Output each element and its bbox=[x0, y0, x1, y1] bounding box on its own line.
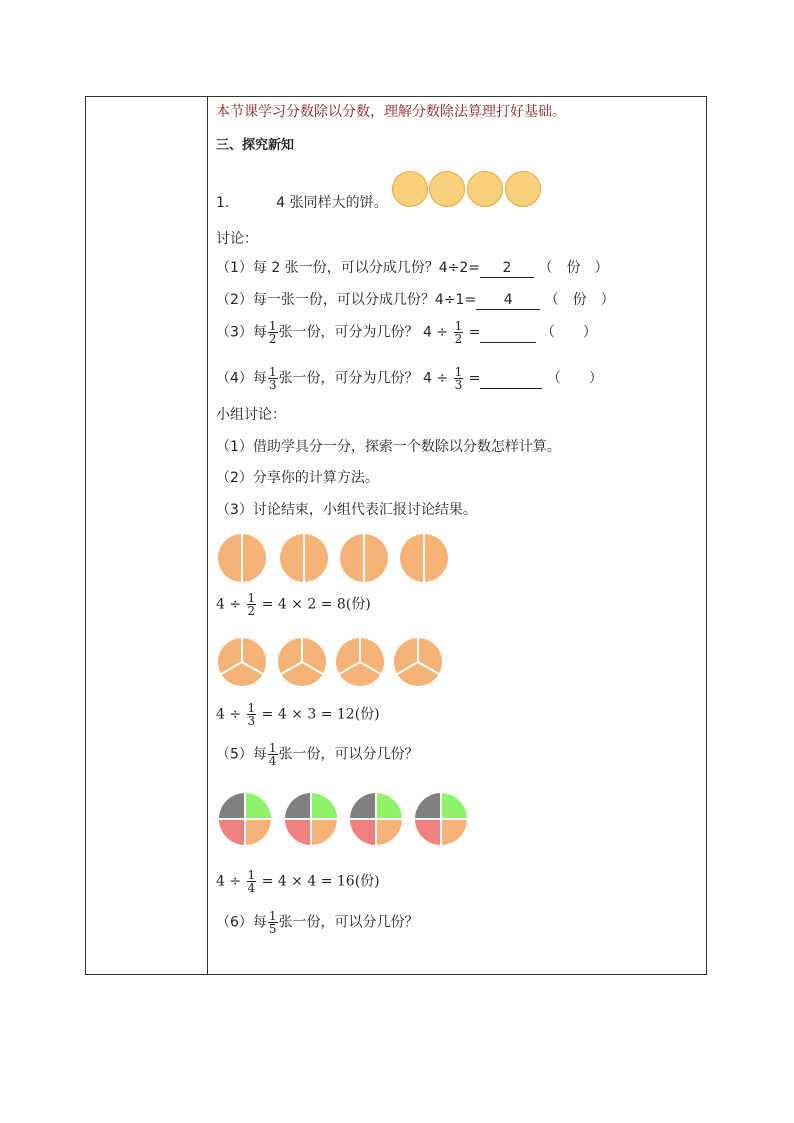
problem1 bbox=[216, 194, 388, 212]
question-1 bbox=[216, 259, 608, 278]
half-pie-3 bbox=[340, 534, 388, 582]
question-4-text: 张一份，可分为几份？ 4 ÷ bbox=[278, 370, 449, 387]
cookie-2 bbox=[429, 171, 465, 207]
quarters-row bbox=[216, 790, 476, 848]
question-3-lead: （3）每 bbox=[216, 324, 267, 341]
group-label: 小组讨论： bbox=[216, 407, 286, 423]
question-2 bbox=[216, 291, 615, 310]
half-pie-2 bbox=[280, 534, 328, 582]
question-6: （6）每 $\frac{1}{5}$ 张一份，可以分几份？ bbox=[216, 909, 419, 936]
group-item-2: （2）分享你的计算方法。 bbox=[216, 470, 379, 486]
problem1-number: 1. bbox=[216, 195, 230, 211]
third-pie-1 bbox=[218, 638, 266, 686]
question-3-fraction: $\frac{1}{2}$ bbox=[268, 319, 277, 346]
discussion-label: 讨论： bbox=[216, 231, 258, 247]
section-heading: 三、探究新知 bbox=[216, 138, 295, 153]
group-item-1: （1）借助学具分一分，探索一个数除以分数怎样计算。 bbox=[216, 439, 561, 455]
question-4-equals: = bbox=[468, 370, 481, 387]
cookie-4 bbox=[505, 171, 541, 207]
question-3-blank bbox=[480, 324, 536, 343]
question-3-divisor: $\frac{1}{2}$ bbox=[454, 319, 463, 346]
question-2-unit: （ 份 ） bbox=[544, 292, 615, 308]
question-4-divisor: $\frac{1}{3}$ bbox=[454, 365, 463, 392]
thirds-row bbox=[216, 636, 456, 688]
half-pie-4 bbox=[400, 534, 448, 582]
cookie-1 bbox=[392, 171, 428, 207]
question-3 bbox=[216, 320, 597, 345]
quarter-pie-1 bbox=[219, 793, 271, 845]
problem1-text: 4 张同样大的饼。 bbox=[276, 195, 388, 211]
quarter-pie-2 bbox=[285, 793, 337, 845]
question-5: （5）每 $\frac{1}{4}$ 张一份，可以分几份？ bbox=[216, 741, 419, 768]
equation-half: 4 ÷ $\frac{1}{2}$ = 4 × 2 = 8(份) bbox=[216, 591, 371, 618]
question-1-answer: 2 bbox=[480, 259, 534, 278]
third-pie-3 bbox=[336, 638, 384, 686]
third-pie-4 bbox=[394, 638, 442, 686]
equation-quarter: 4 ÷ $\frac{1}{4}$ = 4 × 4 = 16(份) bbox=[216, 868, 380, 895]
question-2-answer: 4 bbox=[476, 291, 540, 310]
group-item-3: （3）讨论结束，小组代表汇报讨论结果。 bbox=[216, 502, 477, 518]
question-4-paren: （ ） bbox=[546, 370, 603, 387]
question-4-lead: （4）每 bbox=[216, 370, 267, 387]
question-3-paren: （ ） bbox=[540, 324, 597, 341]
half-pie-1 bbox=[218, 534, 266, 582]
question-3-equals: = bbox=[468, 324, 481, 341]
column-divider bbox=[207, 96, 208, 975]
intro-line: 本节课学习分数除以分数，理解分数除法算理打好基础。 bbox=[216, 104, 566, 120]
question-4 bbox=[216, 366, 603, 391]
question-1-text: （1）每 2 张一份，可以分成几份？4÷2= bbox=[216, 260, 480, 276]
cookie-3 bbox=[467, 171, 503, 207]
question-1-unit: （ 份 ） bbox=[538, 260, 609, 276]
halves-row bbox=[216, 532, 456, 584]
question-4-blank bbox=[480, 370, 542, 389]
question-4-fraction: $\frac{1}{3}$ bbox=[268, 365, 277, 392]
equation-third: 4 ÷ $\frac{1}{3}$ = 4 × 3 = 12(份) bbox=[216, 701, 380, 728]
third-pie-2 bbox=[278, 638, 326, 686]
quarter-pie-4 bbox=[415, 793, 467, 845]
question-3-text: 张一份，可分为几份？ 4 ÷ bbox=[278, 324, 449, 341]
quarter-pie-3 bbox=[350, 793, 402, 845]
question-2-text: （2）每一张一份，可以分成几份？4÷1= bbox=[216, 292, 477, 308]
